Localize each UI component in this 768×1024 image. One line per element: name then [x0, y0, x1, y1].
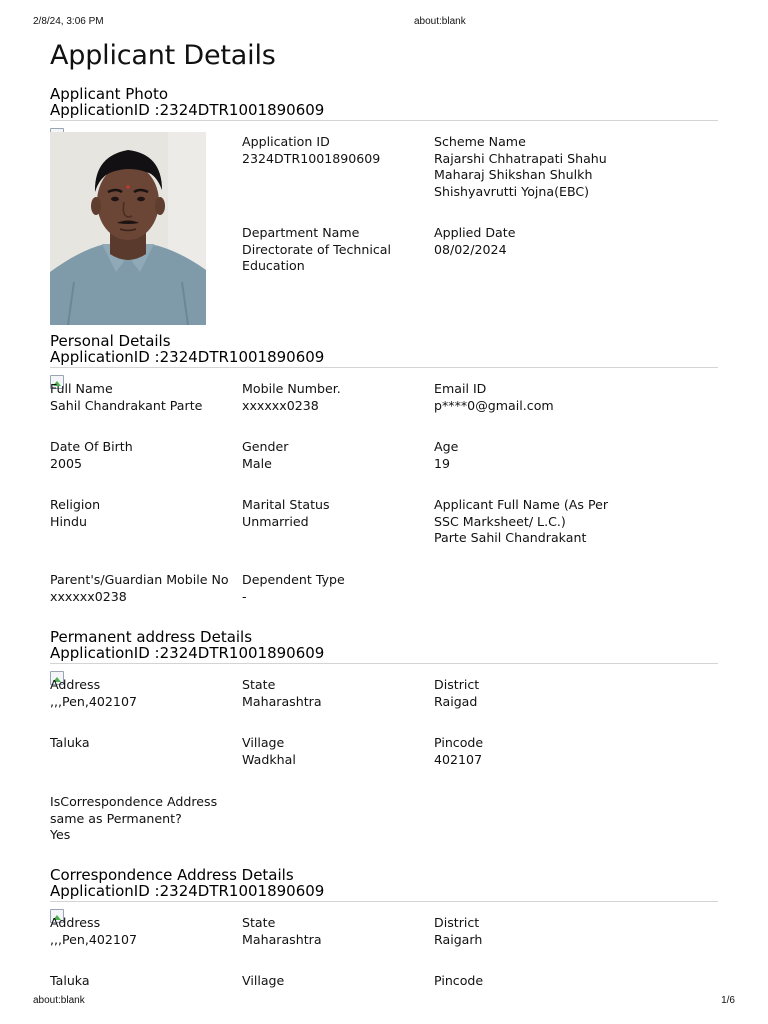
field-value: Unmarried	[242, 513, 309, 529]
applicant-photo-svg	[50, 132, 206, 325]
print-url-bottom: about:blank	[33, 995, 85, 1006]
field-label: Email ID	[434, 381, 487, 396]
field-label: Date Of Birth	[50, 439, 133, 454]
field-label: Religion	[50, 497, 101, 512]
section-divider	[50, 120, 718, 121]
field-value: Parte Sahil Chandrakant	[434, 530, 587, 545]
field-religion	[50, 497, 235, 530]
print-datetime: 2/8/24, 3:06 PM	[33, 16, 104, 27]
field-label: Taluka	[50, 973, 90, 988]
field-permanent-district	[434, 677, 634, 710]
field-permanent-state	[242, 677, 427, 710]
section-application-id: ApplicationID :2324DTR1001890609	[50, 882, 325, 900]
section-application-id: ApplicationID :2324DTR1001890609	[50, 101, 325, 119]
field-label: Age	[434, 439, 459, 454]
field-correspondence-address	[50, 915, 235, 948]
field-value: Hindu	[50, 513, 87, 529]
field-label: Full Name	[50, 381, 113, 396]
field-value: Rajarshi Chhatrapati Shahu Maharaj Shikshan Shulkh Shishyavrutti Yojna(EBC)	[434, 150, 607, 199]
field-value: 19	[434, 455, 451, 471]
section-application-id: ApplicationID :2324DTR1001890609	[50, 348, 325, 366]
field-label: Applied Date	[434, 225, 516, 240]
field-date-of-birth	[50, 439, 235, 472]
field-value: 2324DTR1001890609	[242, 150, 381, 166]
field-value: xxxxxx0238	[50, 588, 127, 604]
field-label: Mobile Number.	[242, 381, 341, 396]
field-label: Dependent Type	[242, 572, 345, 587]
field-permanent-address	[50, 677, 235, 710]
field-age	[434, 439, 634, 472]
print-footer	[0, 995, 768, 1009]
correspondence-address-section	[50, 867, 718, 902]
field-value: Maharashtra	[242, 931, 322, 947]
field-correspondence-state	[242, 915, 427, 948]
section-divider	[50, 901, 718, 902]
field-label: IsCorrespondence Address same as Permanent?	[50, 794, 218, 826]
field-value: 2005	[50, 455, 83, 471]
print-url-top: about:blank	[414, 16, 466, 27]
field-marital-status	[242, 497, 427, 530]
field-value: Male	[242, 455, 272, 471]
field-value: Wadkhal	[242, 751, 296, 767]
print-header	[0, 16, 768, 30]
field-permanent-pincode	[434, 735, 634, 768]
page-indicator: 1/6	[721, 995, 735, 1006]
field-label: State	[242, 915, 276, 930]
applicant-photo-section	[50, 86, 718, 121]
personal-details-section	[50, 333, 718, 368]
field-email-id	[434, 381, 634, 414]
section-title-correspondence-address: Correspondence Address Details	[50, 866, 294, 884]
permanent-address-section	[50, 629, 718, 664]
field-parent-guardian-mobile	[50, 572, 240, 605]
field-correspondence-district	[434, 915, 634, 948]
field-label: District	[434, 915, 480, 930]
field-label: Address	[50, 915, 101, 930]
field-application-id	[242, 134, 422, 167]
field-applied-date	[434, 225, 634, 258]
field-value: xxxxxx0238	[242, 397, 319, 413]
field-label: Address	[50, 677, 101, 692]
section-title-personal-details: Personal Details	[50, 332, 171, 350]
field-label: Gender	[242, 439, 289, 454]
field-mobile-number	[242, 381, 427, 414]
section-divider	[50, 367, 718, 368]
page-content	[50, 38, 718, 74]
field-permanent-taluka	[50, 735, 235, 752]
section-application-id: ApplicationID :2324DTR1001890609	[50, 644, 325, 662]
field-value: Raigad	[434, 693, 478, 709]
field-value: ,,,Pen,402107	[50, 931, 137, 947]
field-value: 08/02/2024	[434, 241, 507, 257]
field-value: p****0@gmail.com	[434, 397, 554, 413]
field-applicant-full-name-ssc	[434, 497, 624, 547]
field-label: District	[434, 677, 480, 692]
field-permanent-village	[242, 735, 427, 768]
section-title-permanent-address: Permanent address Details	[50, 628, 253, 646]
applicant-photo	[50, 132, 206, 325]
field-dependent-type	[242, 572, 427, 605]
field-value: -	[242, 588, 247, 604]
field-label: Pincode	[434, 735, 484, 750]
field-value: 402107	[434, 751, 483, 767]
field-label: Taluka	[50, 735, 90, 750]
page-title: Applicant Details	[50, 40, 276, 71]
field-correspondence-pincode	[434, 973, 634, 990]
field-correspondence-taluka	[50, 973, 235, 990]
field-value: Raigarh	[434, 931, 483, 947]
field-label: Village	[242, 973, 285, 988]
field-value: Yes	[50, 827, 71, 842]
section-divider	[50, 663, 718, 664]
field-value: Directorate of Technical Education	[242, 241, 391, 273]
field-label: Marital Status	[242, 497, 330, 512]
field-is-correspondence-same	[50, 794, 225, 844]
field-label: Scheme Name	[434, 134, 526, 149]
field-label: State	[242, 677, 276, 692]
field-label: Village	[242, 735, 285, 750]
field-value: Maharashtra	[242, 693, 322, 709]
field-gender	[242, 439, 427, 472]
field-correspondence-village	[242, 973, 427, 990]
field-value: ,,,Pen,402107	[50, 693, 137, 709]
field-label: Application ID	[242, 134, 330, 149]
field-label: Department Name	[242, 225, 360, 240]
section-title-applicant-photo: Applicant Photo	[50, 85, 169, 103]
field-full-name	[50, 381, 235, 414]
field-label: Pincode	[434, 973, 484, 988]
field-department-name	[242, 225, 422, 275]
field-scheme-name	[434, 134, 634, 200]
field-value: Sahil Chandrakant Parte	[50, 397, 203, 413]
field-label: Parent's/Guardian Mobile No	[50, 572, 229, 587]
field-label: Applicant Full Name (As Per SSC Marksheet/ L.C.)	[434, 497, 609, 529]
